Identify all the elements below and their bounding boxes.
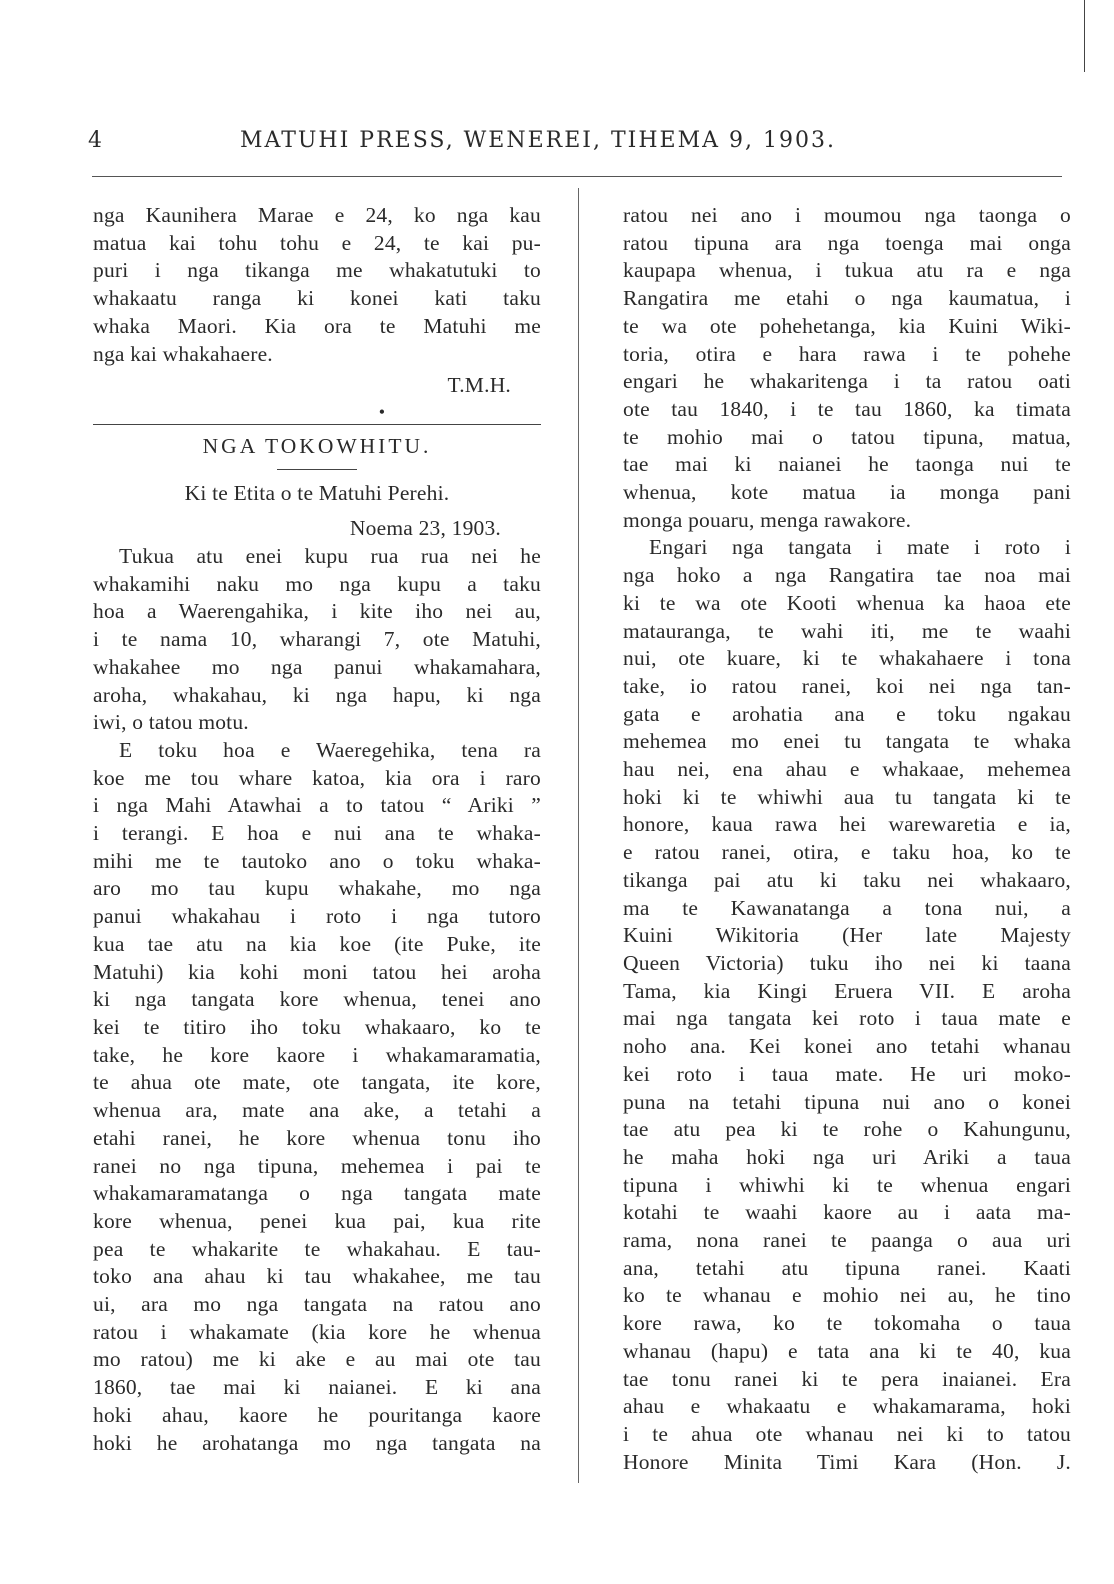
text-line: toria, otira e hara rawa i te pohehe (623, 341, 1071, 366)
text-line: ui, ara mo nga tangata na ratou ano (93, 1292, 541, 1317)
running-title: MATUHI PRESS, WENEREI, TIHEMA 9, 1903. (240, 128, 836, 153)
text-line: e ratou ranei, otira, e taku hoa, ko te (623, 840, 1071, 865)
text-line: E toku hoa e Waeregehika, tena ra (119, 737, 541, 762)
text-line: ahau e whakaatu e whakamarama, hoki (623, 1394, 1071, 1419)
text-line: whakaatu ranga ki konei kati taku (93, 286, 541, 311)
section-title: NGA TOKOWHITU. (202, 433, 432, 458)
text-line: take, io ratou ranei, koi nei nga tan- (623, 673, 1071, 698)
text-line: Queen Victoria) tuku iho nei ki taana (623, 950, 1071, 975)
text-line: hoki he arohatanga mo nga tangata na (93, 1430, 541, 1455)
text-line: aroha, whakahau, ki nga hapu, ki nga (93, 682, 541, 707)
margin-mark (1084, 0, 1085, 72)
text-line: whanau (hapu) e tata ana ki te 40, kua (623, 1338, 1071, 1363)
text-line: 1860, tae mai ki naianei. E ki ana (93, 1375, 541, 1400)
text-line: panui whakahau i roto i nga tutoro (93, 904, 541, 929)
text-line: ki nga tangata kore whenua, tenei ano (93, 987, 541, 1012)
text-line: Kuini Wikitoria (Her late Majesty (623, 923, 1071, 948)
text-line: whaka Maori. Kia ora te Matuhi me (93, 313, 541, 338)
text-line: noho ana. Kei konei ano tetahi whanau (623, 1034, 1071, 1059)
text-line: mai nga tangata kei roto i taua mate e (623, 1006, 1071, 1031)
section-rule (93, 424, 541, 425)
text-line: whakamaramatanga o nga tangata mate (93, 1181, 541, 1206)
intro-signature: T.M.H. (447, 373, 511, 398)
text-line: kua tae atu na kia koe (ite Puke, ite (93, 931, 541, 956)
text-line: Rangatira me etahi o nga kaumatua, i (623, 286, 1071, 311)
text-line: iwi, o tatou motu. (93, 710, 249, 735)
text-line: aro mo tau kupu whakahe, mo nga (93, 876, 541, 901)
text-line: rama, nona ranei te paanga o aua uri (623, 1228, 1071, 1253)
text-line: te mohio mai o tatou tipuna, matua, (623, 424, 1071, 449)
text-line: engari he whakaritenga i ta ratou oati (623, 369, 1071, 394)
text-line: hoki ki te whiwhi aua tu tangata ki te (623, 784, 1071, 809)
text-line: ki te wa ote Kooti whenua ka haoa ete (623, 590, 1071, 615)
text-line: koe me tou whare katoa, kia ora i raro (93, 765, 541, 790)
text-line: nga kai whakahaere. (93, 341, 273, 366)
text-line: etahi ranei, he kore whenua tonu iho (93, 1125, 541, 1150)
text-line: nga Kaunihera Marae e 24, ko nga kau (93, 203, 541, 227)
text-line: ana, tetahi atu tipuna ranei. Kaati (623, 1255, 1071, 1280)
text-line: honore, kaua rawa hei warewaretia e ia, (623, 812, 1071, 837)
text-line: puri i nga tikanga me whakatutuki to (93, 258, 541, 283)
text-line: hoa a Waerengahika, i kite iho nei au, (93, 599, 541, 624)
text-line: Matuhi) kia kohi moni tatou hei aroha (93, 959, 541, 984)
header-rule (92, 176, 1062, 177)
text-line: Honore Minita Timi Kara (Hon. J. (623, 1449, 1071, 1474)
text-line: whakahee mo nga panui whakamahara, (93, 654, 541, 679)
text-line: ma te Kawanatanga a tona nui, a (623, 895, 1071, 920)
text-line: puna na tetahi tipuna nui ano o konei (623, 1089, 1071, 1114)
text-line: mihi me te tautoko ano o toku whaka- (93, 848, 541, 873)
text-line: mo ratou) me ki ake e au mai ote tau (93, 1347, 541, 1372)
text-line: Tama, kia Kingi Eruera VII. E aroha (623, 978, 1071, 1003)
dateline: Noema 23, 1903. (349, 516, 501, 541)
text-line: tae tonu ranei ki te pera inaianei. Era (623, 1366, 1071, 1391)
text-line: monga pouaru, menga rawakore. (623, 507, 912, 532)
text-line: pea te whakarite te whakahau. E tau- (93, 1236, 541, 1261)
page-number: 4 (88, 128, 103, 153)
text-line: gata e arohatia ana e toku ngakau (623, 701, 1071, 726)
text-line: nui, ote kuare, ki te whakahaere i tona (623, 646, 1071, 671)
intro-paragraph (93, 202, 541, 368)
text-line: ratou tipuna ara nga toenga mai onga (623, 230, 1071, 255)
text-line: ranei no nga tipuna, mehemea i pai te (93, 1153, 541, 1178)
text-line: kore rawa, ko te tokomaha o taua (623, 1311, 1071, 1336)
text-line: mehemea mo enei tu tangata te whaka (623, 729, 1071, 754)
text-line: kotahi te waahi kaore au i aata ma- (623, 1200, 1071, 1225)
text-line: whenua ara, mate ana ake, a tetahi a (93, 1098, 541, 1123)
text-line: whakamihi naku mo nga kupu a taku (93, 571, 541, 596)
text-line: i te ahua ote whanau nei ki to tatou (623, 1421, 1071, 1446)
text-line: ratou i whakamate (kia kore he whenua (93, 1319, 541, 1344)
text-line: i nga Mahi Atawhai a to tatou “ Ariki ” (93, 793, 541, 818)
text-line: tikanga pai atu ki taku nei whakaaro, (623, 867, 1071, 892)
text-line: tipuna i whiwhi ki te whenua engari (623, 1172, 1071, 1197)
text-line: matauranga, te wahi iti, me te waahi (623, 618, 1071, 643)
text-line: he maha hoki nga uri Ariki a taua (623, 1144, 1071, 1169)
dot-mark: • (378, 401, 386, 422)
text-line: kei roto i taua mate. He uri moko- (623, 1061, 1071, 1086)
salutation: Ki te Etita o te Matuhi Perehi. (184, 480, 450, 505)
text-line: nga hoko a nga Rangatira tae noa mai (623, 563, 1071, 588)
letter-paragraph-2 (93, 737, 541, 1457)
text-line: ko te whanau e mohio nei au, he tino (623, 1283, 1071, 1308)
continued-paragraph (623, 202, 1071, 534)
text-line: tae atu pea ki te rohe o Kahungunu, (623, 1117, 1071, 1142)
column-divider (578, 188, 579, 1483)
text-line: ote tau 1840, i te tau 1860, ka timata (623, 396, 1071, 421)
text-line: te ahua ote mate, ote tangata, ite kore, (93, 1070, 541, 1095)
text-line: hau nei, ena ahau e whakaae, mehemea (623, 757, 1071, 782)
text-line: whenua, kote matua ia monga pani (623, 480, 1071, 505)
letter-paragraph-3 (623, 534, 1071, 1476)
left-column (93, 202, 541, 1457)
text-line: matua kai tohu tohu e 24, te kai pu- (93, 230, 541, 255)
text-line: i terangi. E hoa e nui ana te whaka- (93, 821, 541, 846)
letter-paragraph-1 (93, 543, 541, 737)
text-line: Engari nga tangata i mate i roto i (649, 535, 1071, 560)
text-line: tae mai ki naianei he taonga nui te (623, 452, 1071, 477)
text-line: i te nama 10, wharangi 7, ote Matuhi, (93, 627, 541, 652)
text-line: ratou nei ano i moumou nga taonga o (623, 203, 1071, 227)
text-line: Tukua atu enei kupu rua rua nei he (119, 544, 541, 569)
text-line: kei te titiro iho toku whakaaro, ko te (93, 1014, 541, 1039)
right-column (623, 202, 1071, 1476)
text-line: take, he kore kaore i whakamaramatia, (93, 1042, 541, 1067)
text-line: hoki ahau, kaore he pouritanga kaore (93, 1402, 541, 1427)
text-line: kaupapa whenua, i tukua atu ra e nga (623, 258, 1071, 283)
text-line: kore whenua, penei kua pai, kua rite (93, 1208, 541, 1233)
title-underline (277, 469, 357, 470)
text-line: te wa ote pohehetanga, kia Kuini Wiki- (623, 313, 1071, 338)
text-line: toko ana ahau ki tau whakahee, me tau (93, 1264, 541, 1289)
